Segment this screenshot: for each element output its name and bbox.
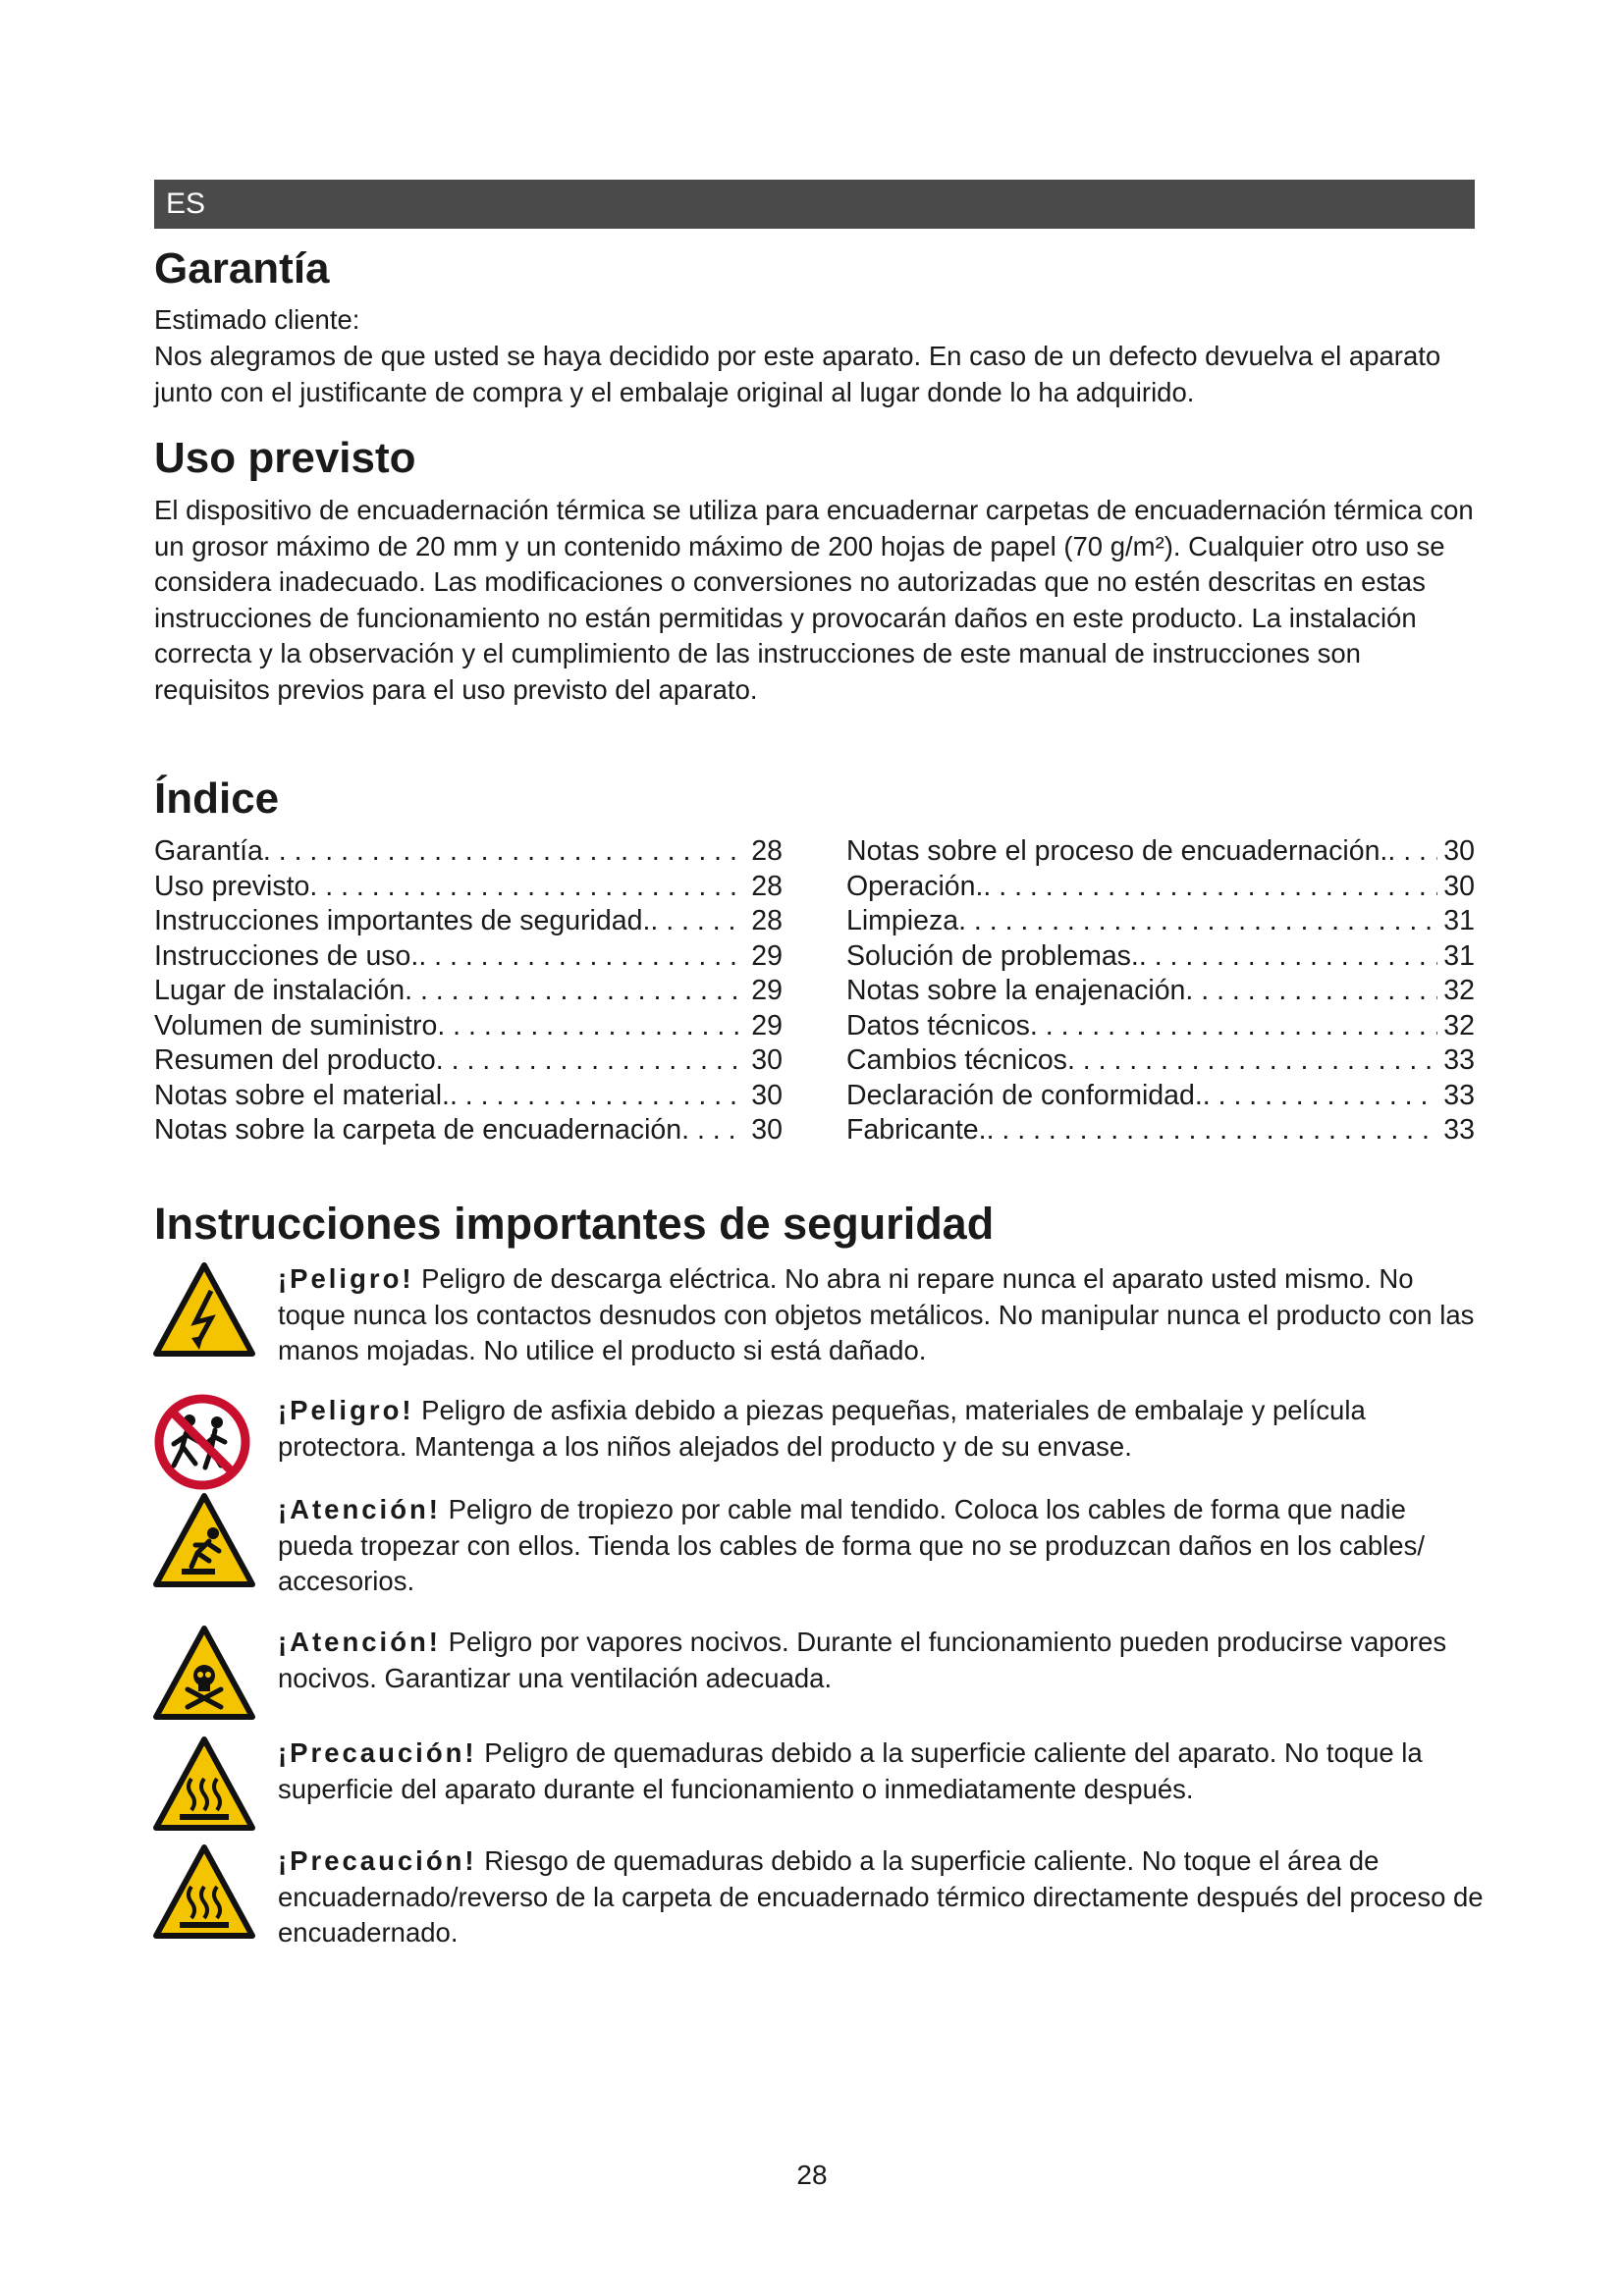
toc-entry-page: 30 — [751, 1114, 783, 1146]
electric-shock-warning-icon — [152, 1261, 256, 1360]
toc-leader-dots — [983, 870, 1437, 905]
toc-leader-dots — [437, 1009, 745, 1044]
warning-keyword: ¡Precaución! — [278, 1737, 477, 1768]
toc-entry-page: 32 — [1443, 1009, 1475, 1041]
toc-entry — [846, 1043, 1475, 1079]
warning-text: Peligro de asfixia debido a piezas pequeñas, materiales de embalaje y película protectora. Mantenga a los niños alejados del producto y de su envase. — [278, 1395, 1366, 1462]
language-header-bar — [154, 180, 1475, 229]
toc-leader-dots — [958, 904, 1437, 939]
toc-leader-dots — [1067, 1043, 1437, 1079]
garantia-text: Nos alegramos de que usted se haya decidido por este aparato. En caso de un defecto devuelva el aparato junto con el justificante de compra y el embalaje original al lugar donde lo ha adquirido. — [154, 341, 1441, 407]
toc-leader-dots — [650, 904, 745, 939]
page-number: 28 — [796, 2160, 828, 2190]
warning-keyword: ¡Precaución! — [278, 1845, 477, 1876]
toc-entry-page: 28 — [751, 870, 783, 902]
toc-entry-page: 29 — [751, 1009, 783, 1041]
garantia-title: Garantía — [154, 244, 330, 293]
toc-entry-label: Resumen del producto — [154, 1044, 436, 1076]
toc-entry-label: Notas sobre la enajenación — [846, 975, 1186, 1006]
warning-keyword: ¡Atención! — [278, 1494, 441, 1524]
toc-entry — [154, 834, 783, 870]
warning-text: Peligro de quemaduras debido a la superficie caliente del aparato. No toque la superficie del aparato durante el funcionamiento o inmediatamente después. — [278, 1737, 1423, 1804]
toc-leader-dots — [681, 1113, 745, 1148]
hot-surface-warning-icon — [152, 1735, 256, 1834]
seguridad-title: Instrucciones importantes de seguridad — [154, 1199, 995, 1249]
warning-keyword: ¡Peligro! — [278, 1395, 414, 1425]
toc-entry-label: Instrucciones importantes de seguridad. — [154, 905, 651, 936]
toc-entry-label: Volumen de suministro — [154, 1009, 438, 1041]
toc-entry — [154, 939, 783, 975]
toc-entry — [846, 904, 1475, 939]
toc-entry-page: 28 — [751, 905, 783, 936]
toc-entry — [154, 1009, 783, 1044]
toc-entry-page: 30 — [751, 1044, 783, 1076]
toc-entry-label: Notas sobre la carpeta de encuadernación — [154, 1114, 682, 1146]
warning-keyword: ¡Peligro! — [278, 1263, 414, 1294]
toc-leader-dots — [309, 870, 745, 905]
warning-text: Riesgo de quemaduras debido a la superficie caliente. No toque el área de encuadernado/reverso de la carpeta de encuadernado térmico directamente después del proceso de encuadernado. — [278, 1845, 1484, 1948]
toc-entry-label: Solución de problemas. — [846, 939, 1139, 972]
toc-entry — [154, 904, 783, 939]
toc-entry-label: Cambios técnicos — [846, 1044, 1067, 1076]
toc-entry-label: Operación. — [846, 870, 984, 902]
uso-previsto-title: Uso previsto — [154, 434, 416, 482]
toc-entry-page: 28 — [751, 835, 783, 867]
toc-entry-page: 29 — [751, 975, 783, 1006]
toc-entry — [846, 974, 1475, 1009]
toc-entry-page: 33 — [1443, 1114, 1475, 1146]
toc-right-column — [846, 834, 1475, 1148]
toc-entry-page: 33 — [1443, 1044, 1475, 1076]
toc-entry — [846, 1113, 1475, 1148]
toc-entry — [846, 1079, 1475, 1114]
warning-text: Peligro de descarga eléctrica. No abra ni repare nunca el aparato usted mismo. No toque nunca los contactos desnudos con objetos metálicos. No manipular nunca el producto con las manos mojadas. No utilice el producto si está dañado. — [278, 1263, 1475, 1365]
toc-entry — [154, 1079, 783, 1114]
toxic-warning-icon — [152, 1625, 256, 1723]
toc-entry-label: Notas sobre el material. — [154, 1079, 450, 1111]
garantia-greeting: Estimado cliente: — [154, 304, 360, 335]
toc-entry — [846, 870, 1475, 905]
warning-text: Peligro de tropiezo por cable mal tendido. Coloca los cables de forma que nadie pueda tropezar con ellos. Tienda los cables de forma que no se produzcan daños en los cables/ accesorios. — [278, 1494, 1425, 1596]
toc-entry — [846, 939, 1475, 975]
toc-entry-page: 30 — [1443, 870, 1475, 902]
toc-entry-label: Fabricante. — [846, 1114, 987, 1146]
indice-title: Índice — [154, 774, 280, 823]
toc-entry-label: Declaración de conformidad. — [846, 1079, 1203, 1111]
toc-entry — [846, 834, 1475, 870]
toc-entry-label: Garantía — [154, 835, 263, 867]
warning-keyword: ¡Atención! — [278, 1627, 441, 1657]
keep-away-from-children-icon — [152, 1393, 256, 1491]
warning-text: Peligro por vapores nocivos. Durante el funcionamiento pueden producirse vapores nocivos. Garantizar una ventilación adecuada. — [278, 1627, 1447, 1693]
toc-leader-dots — [1387, 834, 1437, 870]
toc-leader-dots — [1030, 1009, 1437, 1044]
toc-entry — [154, 1043, 783, 1079]
toc-left-column — [154, 834, 783, 1148]
toc-entry-page: 31 — [1443, 939, 1475, 972]
toc-entry-label: Uso previsto — [154, 870, 310, 902]
toc-leader-dots — [405, 974, 745, 1009]
hot-surface-warning-icon — [152, 1843, 256, 1942]
toc-entry — [154, 870, 783, 905]
toc-leader-dots — [450, 1079, 745, 1114]
toc-entry-page: 30 — [1443, 835, 1475, 867]
toc-entry-label: Datos técnicos — [846, 1009, 1030, 1041]
toc-entry — [154, 1113, 783, 1148]
toc-leader-dots — [418, 939, 745, 975]
trip-hazard-warning-icon — [152, 1492, 256, 1590]
toc-leader-dots — [1203, 1079, 1438, 1114]
toc-entry-label: Lugar de instalación — [154, 975, 406, 1006]
toc-entry-page: 33 — [1443, 1079, 1475, 1111]
toc-leader-dots — [1139, 939, 1437, 975]
toc-entry-label: Limpieza — [846, 905, 959, 936]
toc-entry-label: Instrucciones de uso. — [154, 939, 419, 972]
toc-entry — [846, 1009, 1475, 1044]
toc-entry-page: 32 — [1443, 975, 1475, 1006]
toc-leader-dots — [436, 1043, 746, 1079]
toc-entry-label: Notas sobre el proceso de encuadernación. — [846, 835, 1388, 867]
toc-entry-page: 29 — [751, 939, 783, 972]
uso-previsto-text: El dispositivo de encuadernación térmica se utiliza para encuadernar carpetas de encuadernación térmica con un grosor máximo de 20 mm y un contenido máximo de 200 hojas de papel (70 g/m²). Cualquier otro uso se considera inadecuado. Las modificaciones o conversiones no autorizadas que no estén descritas en estas instrucciones de funcionamiento no están permitidas y provocarán daños en este producto. La instalación correcta y la observación y el cumplimiento de las instrucciones de este manual de instrucciones son requisitos previos para el uso previsto del aparato. — [154, 495, 1474, 705]
language-code: ES — [166, 187, 206, 220]
toc-leader-dots — [263, 834, 745, 870]
toc-entry-page: 31 — [1443, 905, 1475, 936]
toc-leader-dots — [1185, 974, 1437, 1009]
toc-entry — [154, 974, 783, 1009]
toc-leader-dots — [987, 1113, 1438, 1148]
toc-entry-page: 30 — [751, 1079, 783, 1111]
